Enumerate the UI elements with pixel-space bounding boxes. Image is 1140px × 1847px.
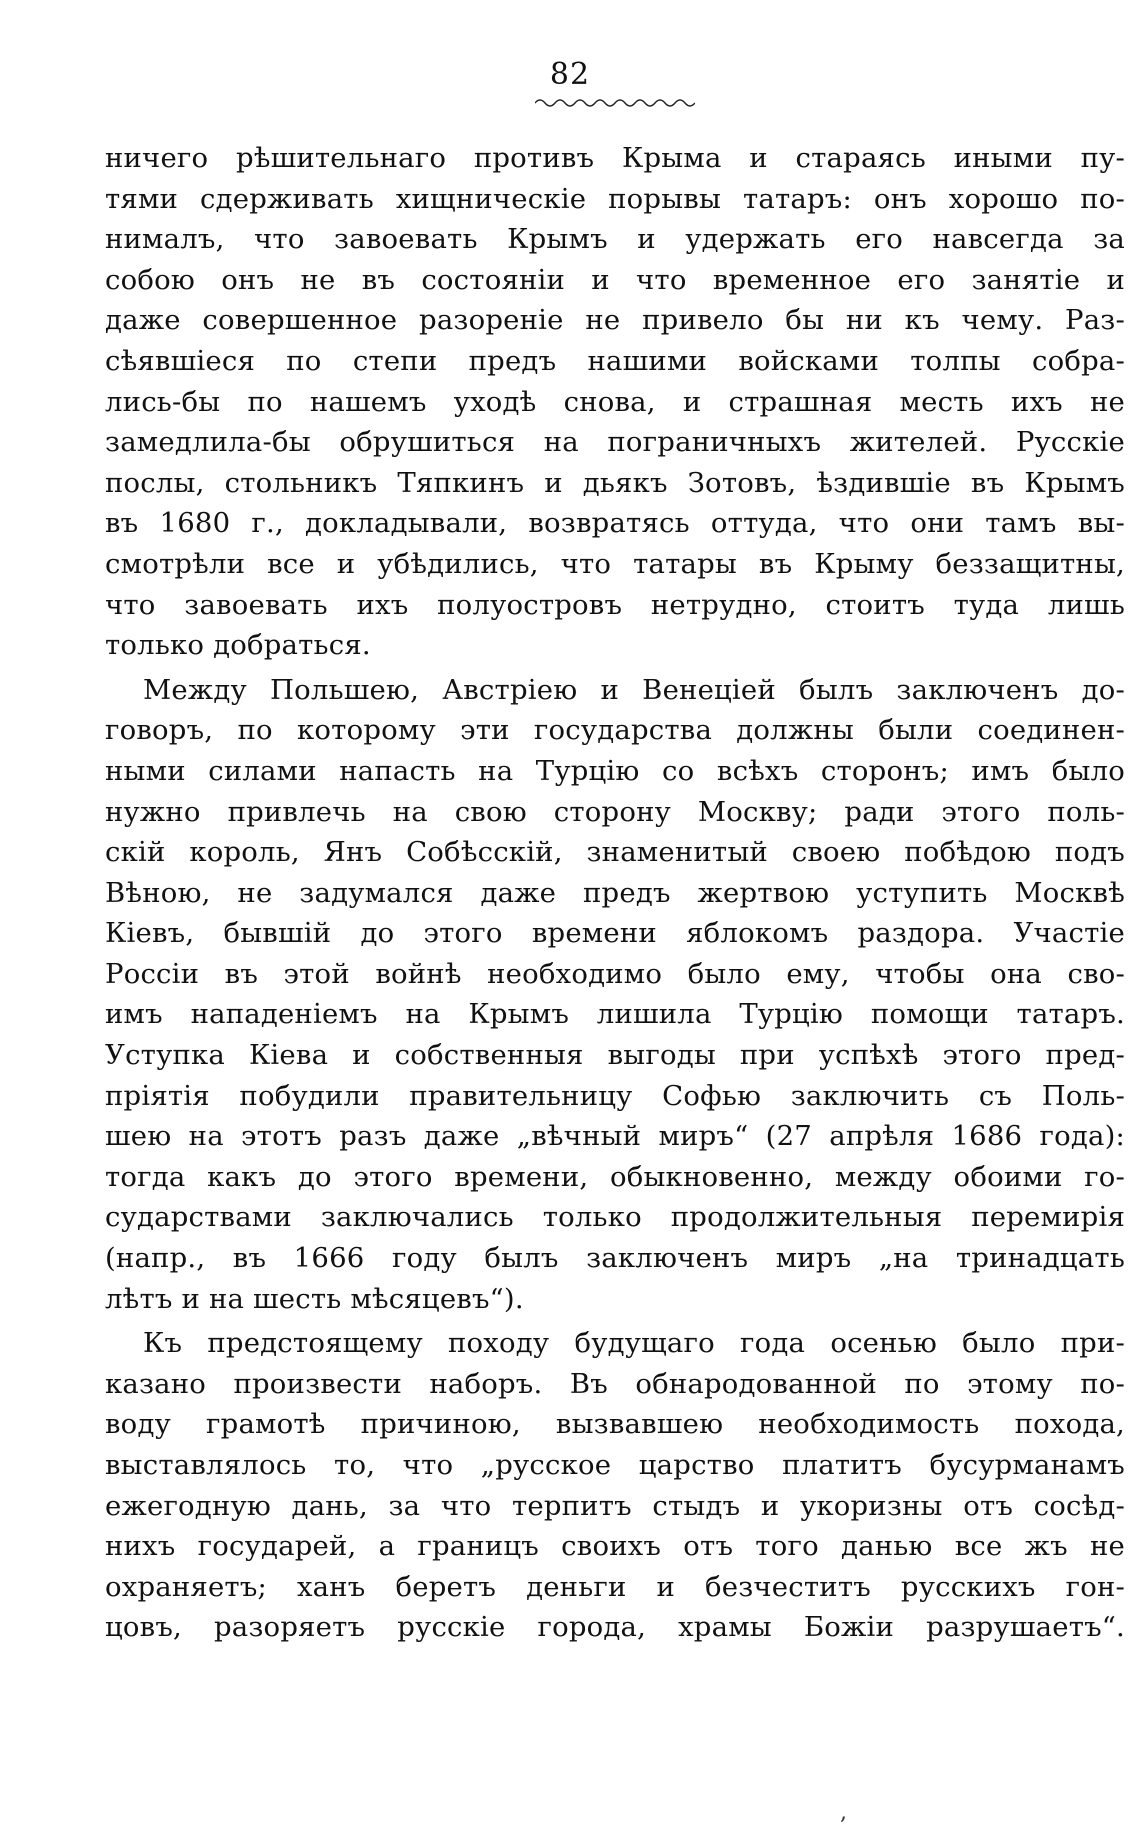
stray-ink-mark: , xyxy=(840,1800,847,1825)
text-line: собою онъ не въ состояніи и что временное его занятіе и xyxy=(105,263,1125,296)
text-line: охраняетъ; ханъ беретъ деньги и безчеститъ русскихъ гон- xyxy=(105,1570,1125,1603)
text-line: воду грамотѣ причиною, вызвавшею необходимость похода, xyxy=(105,1408,1125,1441)
text-line: только добраться. xyxy=(105,629,371,662)
text-line: смотрѣли все и убѣдились, что татары въ Крыму беззащитны, xyxy=(105,547,1125,580)
paragraph-1 xyxy=(105,138,1125,666)
text-line: тогда какъ до этого времени, обыкновенно, между обоими го- xyxy=(105,1160,1125,1193)
page-number: 82 xyxy=(549,57,591,92)
text-line: Россіи въ этой войнѣ необходимо было ему, чтобы она сво- xyxy=(105,957,1125,990)
text-line: замедлила-бы обрушиться на пограничныхъ жителей. Русскіе xyxy=(105,426,1125,459)
text-line: шею на этотъ разъ даже „вѣчный миръ“ (27 апрѣля 1686 года): xyxy=(105,1120,1125,1153)
text-line: скій король, Янъ Собѣсскій, знаменитый своею побѣдою подъ xyxy=(105,836,1125,869)
text-line: ными силами напасть на Турцію со всѣхъ сторонъ; имъ было xyxy=(105,754,1125,787)
text-line: сѣявшіеся по степи предъ нашими войсками толпы собра- xyxy=(105,344,1125,377)
paragraph-2 xyxy=(105,670,1125,1320)
text-line: что завоевать ихъ полуостровъ нетрудно, стоитъ туда лишь xyxy=(105,588,1125,621)
text-line: Къ предстоящему походу будущаго года осенью было при- xyxy=(143,1327,1125,1360)
text-line: лись-бы по нашемъ уходѣ снова, и страшная месть ихъ не xyxy=(105,385,1125,418)
text-line: ежегодную дань, за что терпитъ стыдъ и укоризны отъ сосѣд- xyxy=(105,1489,1125,1522)
text-line: выставлялось то, что „русское царство платитъ бусурманамъ xyxy=(105,1449,1125,1481)
text-line: имъ нападеніемъ на Крымъ лишила Турцію помощи татаръ. xyxy=(105,998,1125,1031)
text-line: цовъ, разоряетъ русскіе города, храмы Божіи разрушаетъ“. xyxy=(105,1611,1125,1644)
body-text xyxy=(105,138,1125,1648)
text-line: (напр., въ 1666 году былъ заключенъ миръ „на тринадцать xyxy=(105,1242,1125,1275)
text-line: говоръ, по которому эти государства должны были соединен- xyxy=(105,714,1125,747)
text-line: даже совершенное разореніе не привело бы ни къ чему. Раз- xyxy=(105,304,1125,337)
text-line: нужно привлечь на свою сторону Москву; ради этого поль- xyxy=(105,795,1125,828)
text-line: казано произвести наборъ. Въ обнародованной по этому по- xyxy=(105,1367,1125,1400)
text-line: ничего рѣшительнаго противъ Крыма и стараясь иными пу- xyxy=(105,142,1125,174)
text-line: тями сдерживать хищническіе порывы татаръ: онъ хорошо по- xyxy=(105,182,1125,215)
text-line: пріятія побудили правительницу Софью заключить съ Поль- xyxy=(105,1079,1125,1112)
text-line: Уступка Кіева и собственныя выгоды при успѣхѣ этого пред- xyxy=(105,1039,1125,1072)
paragraph-3 xyxy=(105,1323,1125,1648)
text-line: нихъ государей, а границъ своихъ отъ того данью все жъ не xyxy=(105,1530,1125,1563)
text-line: Вѣною, не задумался даже предъ жертвою уступить Москвѣ xyxy=(105,876,1125,909)
text-line: въ 1680 г., докладывали, возвратясь оттуда, что они тамъ вы- xyxy=(105,507,1125,540)
text-line: нималъ, что завоевать Крымъ и удержать его навсегда за xyxy=(105,223,1125,256)
wavy-rule-ornament xyxy=(535,96,695,110)
text-line: Между Польшею, Австріею и Венеціей былъ заключенъ до- xyxy=(143,673,1125,706)
text-line: послы, стольникъ Тяпкинъ и дьякъ Зотовъ, ѣздившіе въ Крымъ xyxy=(105,466,1125,499)
text-line: лѣтъ и на шесть мѣсяцевъ“). xyxy=(105,1282,524,1315)
text-line: сударствами заключались только продолжительныя перемирія xyxy=(105,1201,1125,1234)
text-line: Кіевъ, бывшій до этого времени яблокомъ раздора. Участіе xyxy=(105,917,1125,950)
